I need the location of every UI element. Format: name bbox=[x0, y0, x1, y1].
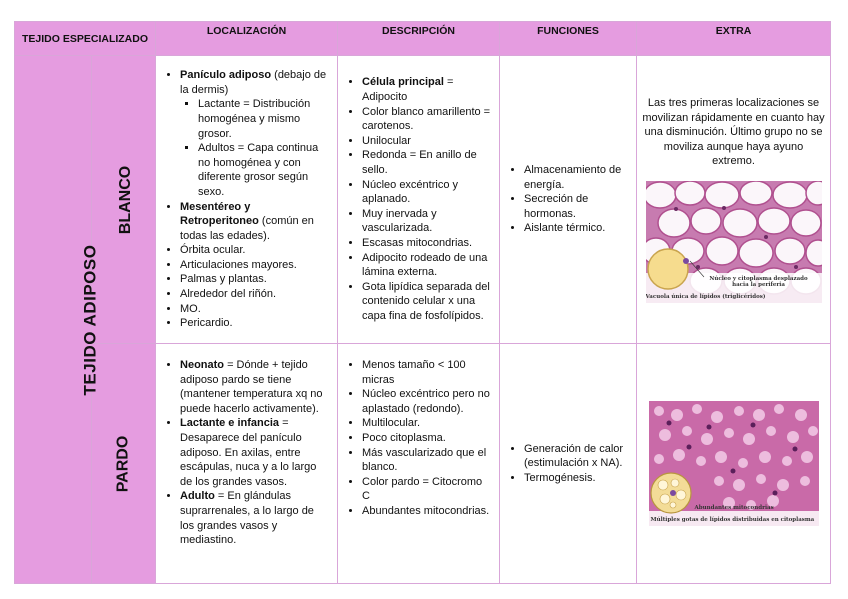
list-item: • Generación de calor (estimulación x NA). bbox=[524, 442, 630, 471]
list-item: • Secreción de hormonas. bbox=[524, 192, 630, 221]
list-item: • Aislante térmico. bbox=[524, 221, 630, 236]
pardo-localizacion bbox=[156, 344, 338, 584]
list-item: • Pericardio. bbox=[180, 316, 331, 331]
blanco-descripcion bbox=[338, 56, 500, 344]
list-item: • Abundantes mitocondrias. bbox=[362, 504, 493, 519]
list-item: • Unilocular bbox=[362, 134, 493, 149]
list-item: • Panículo adiposo (debajo de la dermis) ▪ Lactante = Distribución homogénea y mismo grosor. ▪ Adultos = Capa continua no homogénea y con diferente grosor según sexo. bbox=[180, 68, 331, 199]
list-item: • Menos tamaño < 100 micras bbox=[362, 358, 493, 387]
list-item: • Color pardo = Citocromo C bbox=[362, 475, 493, 504]
header-descripcion: DESCRIPCIÓN bbox=[338, 22, 500, 56]
list-item: • MO. bbox=[180, 302, 331, 317]
list-item: • Multilocular. bbox=[362, 416, 493, 431]
list-item: • Alrededor del riñón. bbox=[180, 287, 331, 302]
white-adipose-micrograph bbox=[646, 181, 822, 303]
blanco-caption-2: Vacuola única de lípidos (triglicéridos) bbox=[645, 293, 766, 300]
header-tejido: TEJIDO ESPECIALIZADO bbox=[15, 22, 156, 56]
list-item: • Lactante e infancia = Desaparece del panículo adiposo. En axilas, entre escápulas, nuca y a lo largo de los grandes vasos. bbox=[180, 416, 331, 489]
list-item: • Gota lipídica separada del contenido celular x una capa fina de fosfolípidos. bbox=[362, 280, 493, 324]
header-extra: EXTRA bbox=[637, 22, 831, 56]
pardo-label: PARDO bbox=[114, 435, 132, 492]
list-item: • Célula principal = Adipocito bbox=[362, 75, 493, 104]
list-item: • Mesentéreo y Retroperitoneo (común en todas las edades). bbox=[180, 200, 331, 244]
adipose-tissue-table bbox=[14, 21, 831, 584]
list-item: • Poco citoplasma. bbox=[362, 431, 493, 446]
brown-adipose-micrograph bbox=[649, 401, 819, 526]
pardo-extra bbox=[637, 344, 831, 584]
list-item: ▪ Lactante = Distribución homogénea y mismo grosor. bbox=[198, 97, 331, 141]
main-label: TEJIDO ADIPOSO bbox=[80, 244, 100, 395]
list-item: • Palmas y plantas. bbox=[180, 272, 331, 287]
list-item: • Color blanco amarillento = carotenos. bbox=[362, 105, 493, 134]
list-item: • Adulto = En glándulas suprarrenales, a lo largo de los grandes vasos y mediastino. bbox=[180, 489, 331, 547]
pardo-label-cell bbox=[92, 344, 156, 584]
blanco-label: BLANCO bbox=[117, 165, 135, 234]
blanco-caption-1: Núcleo y citoplasma desplazado hacia la periferia bbox=[709, 275, 808, 288]
row-blanco bbox=[15, 56, 831, 344]
list-item: • Termogénesis. bbox=[524, 471, 630, 486]
pardo-caption-1: Abundantes mitocondrias bbox=[694, 505, 774, 511]
header-funciones: FUNCIONES bbox=[500, 22, 637, 56]
list-item: • Neonato = Dónde + tejido adiposo pardo se tiene (mantener temperatura xq no puede hacerlo activamente). bbox=[180, 358, 331, 416]
list-item: • Núcleo excéntrico pero no aplastado (redondo). bbox=[362, 387, 493, 416]
list-item: • Redonda = En anillo de sello. bbox=[362, 148, 493, 177]
list-item: • Escasas mitocondrias. bbox=[362, 236, 493, 251]
list-item: ▪ Adultos = Capa continua no homogénea y con diferente grosor según sexo. bbox=[198, 141, 331, 199]
blanco-localizacion bbox=[156, 56, 338, 344]
pardo-descripcion bbox=[338, 344, 500, 584]
blanco-extra-text: Las tres primeras localizaciones se movilizan rápidamente en cuanto hay una disminución. Último grupo no se moviliza aunque haya ayuno extremo. bbox=[642, 97, 825, 168]
list-item: • Muy inervada y vascularizada. bbox=[362, 207, 493, 236]
list-item: • Adipocito rodeado de una lámina externa. bbox=[362, 251, 493, 280]
pardo-funciones bbox=[500, 344, 637, 584]
pardo-caption-2: Múltiples gotas de lípidos distribuidas en citoplasma bbox=[650, 517, 815, 523]
list-item: • Órbita ocular. bbox=[180, 243, 331, 258]
blanco-funciones bbox=[500, 56, 637, 344]
list-item: • Más vascularizado que el blanco. bbox=[362, 446, 493, 475]
header-row bbox=[15, 22, 831, 56]
list-item: • Articulaciones mayores. bbox=[180, 258, 331, 273]
list-item: • Almacenamiento de energía. bbox=[524, 163, 630, 192]
row-pardo bbox=[15, 344, 831, 584]
blanco-label-cell bbox=[92, 56, 156, 344]
list-item: • Núcleo excéntrico y aplanado. bbox=[362, 178, 493, 207]
blanco-extra bbox=[637, 56, 831, 344]
header-localizacion: LOCALIZACIÓN bbox=[156, 22, 338, 56]
main-label-cell bbox=[15, 56, 100, 584]
